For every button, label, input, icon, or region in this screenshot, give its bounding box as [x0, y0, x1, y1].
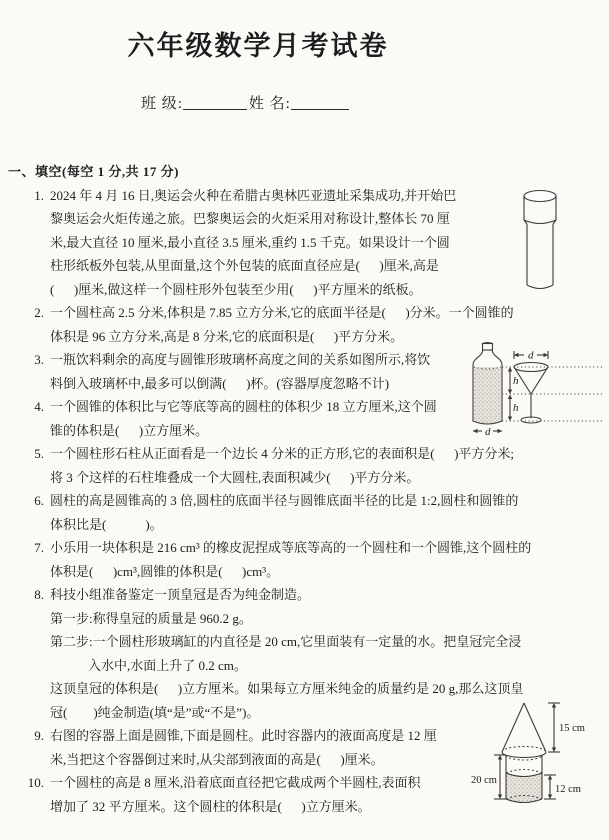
student-info-row	[141, 92, 349, 113]
question-5	[0, 442, 609, 489]
question-number: 2.	[34, 305, 44, 320]
question-line: 增加了 32 平方厘米。这个圆柱的体积是( )立方厘米。	[50, 798, 371, 814]
torch-cylinder-graphic	[519, 188, 561, 294]
question-line: 将 3 个这样的石柱堆叠成一个大圆柱,表面积减少( )平方分米。	[50, 469, 420, 485]
question-line: 体积比是( )。	[50, 516, 163, 532]
question-line: 米,当把这个容器倒过来时,从尖部到液面的高是( )厘米。	[50, 751, 384, 767]
question-number: 9.	[34, 728, 44, 743]
container-graphic	[470, 695, 605, 813]
cone-height-label: 15 cm	[559, 723, 585, 734]
section-score-note: (每空 1 分,共 17 分)	[62, 164, 179, 179]
question-1	[0, 184, 609, 302]
question-line: 一个圆柱形石柱从正面看是一个边长 4 分米的正方形,它的表面积是( )平方分米;	[50, 446, 515, 461]
question-line: 锥的体积是( )立方厘米。	[50, 422, 209, 438]
question-line: 体积是( )cm³,圆锥的体积是( )cm³。	[50, 563, 280, 579]
question-line: 冠( )纯金制造(填“是”或“不是”)。	[50, 704, 260, 720]
question-number: 3.	[34, 352, 44, 367]
question-line: 一瓶饮料剩余的高度与圆锥形玻璃杯高度之间的关系如图所示,将饮	[50, 352, 431, 367]
question-line: 圆柱的高是圆锥高的 3 倍,圆柱的底面半径与圆锥底面半径的比是 1:2,圆柱和圆锥的	[50, 493, 519, 508]
question-line: 一个圆锥的体积比与它等底等高的圆柱的体积少 18 立方厘米,这个圆	[50, 399, 437, 414]
question-line: 体积是 96 立方分米,高是 8 分米,它的底面积是( )平方分米。	[50, 328, 404, 344]
upper-height-label: h	[513, 375, 519, 387]
question-line: 右图的容器上面是圆锥,下面是圆柱。此时容器内的液面高度是 12 厘	[50, 728, 437, 743]
liquid-height-label: 12 cm	[555, 784, 581, 795]
lower-height-label: h	[513, 402, 519, 414]
question-number: 7.	[34, 540, 44, 555]
question-line: 一个圆柱的高是 8 厘米,沿着底面直径把它截成两个半圆柱,表面积	[50, 775, 421, 790]
figure-cone-cylinder-container	[470, 695, 605, 813]
question-number: 1.	[34, 187, 44, 203]
question-line: ( )厘米,做这样一个圆柱形外包装至少用( )平方厘米的纸板。	[50, 281, 422, 297]
name-label: 姓 名:	[248, 96, 291, 112]
class-blank-line	[183, 95, 247, 110]
figure-torch-cylinder	[519, 188, 561, 294]
question-line: 2024 年 4 月 16 日,奥运会火种在希腊古奥林匹亚遗址采集成功,并开始巴	[50, 187, 457, 203]
glass-diameter-label: d	[528, 349, 534, 362]
question-number: 5.	[34, 446, 44, 461]
question-line: 料倒入玻璃杯中,最多可以倒满( )杯。(容器厚度忽略不计)	[50, 375, 390, 391]
question-line: 这顶皇冠的体积是( )立方厘米。如果每立方厘米纯金的质量约是 20 g,那么这顶皇	[50, 681, 524, 696]
name-blank-line	[291, 95, 349, 110]
question-7	[0, 536, 609, 583]
question-number: 8.	[34, 587, 44, 602]
question-step-1-line: 第一步:称得皇冠的质量是 960.2 g。	[50, 610, 252, 626]
section-heading: 一、填空(每空 1 分,共 17 分)	[8, 164, 179, 179]
question-line: 小乐用一块体积是 216 cm³ 的橡皮泥捏成等底等高的一个圆柱和一个圆锥,这个圆柱的	[50, 540, 532, 555]
figure-bottle-and-cone-glass	[466, 341, 606, 441]
page-title: 六年级数学月考试卷	[127, 31, 389, 61]
question-number: 10.	[27, 775, 44, 790]
question-line: 科技小组准备鉴定一顶皇冠是否为纯金制造。	[50, 587, 311, 602]
question-line: 一个圆柱高 2.5 分米,体积是 7.85 立方分米,它的底面半径是( )分米。一个圆锥的	[50, 305, 514, 320]
question-step-2-line: 第二步:一个圆柱形玻璃缸的内直径是 20 cm,它里面装有一定量的水。把皇冠完全浸	[50, 634, 522, 649]
question-line: 米,最大直径 10 厘米,最小直径 3.5 厘米,重约 1.5 千克。如果设计一个圆	[50, 234, 450, 250]
cylinder-height-label: 20 cm	[471, 775, 497, 786]
question-line: 柱形纸板外包装,从里面量,这个外包装的底面直径应是( )厘米,高是	[50, 258, 439, 273]
question-number: 6.	[34, 493, 44, 508]
question-line: 入水中,水面上升了 0.2 cm。	[88, 657, 247, 673]
bottle-diameter-label: d	[485, 426, 491, 438]
class-label: 班 级:	[141, 96, 183, 112]
question-number: 4.	[34, 399, 44, 414]
bottle-glass-graphic	[466, 341, 606, 441]
question-6	[0, 489, 609, 536]
question-line: 黎奥运会火炬传递之旅。巴黎奥运会的火炬采用对称设计,整体长 70 厘	[50, 211, 450, 226]
